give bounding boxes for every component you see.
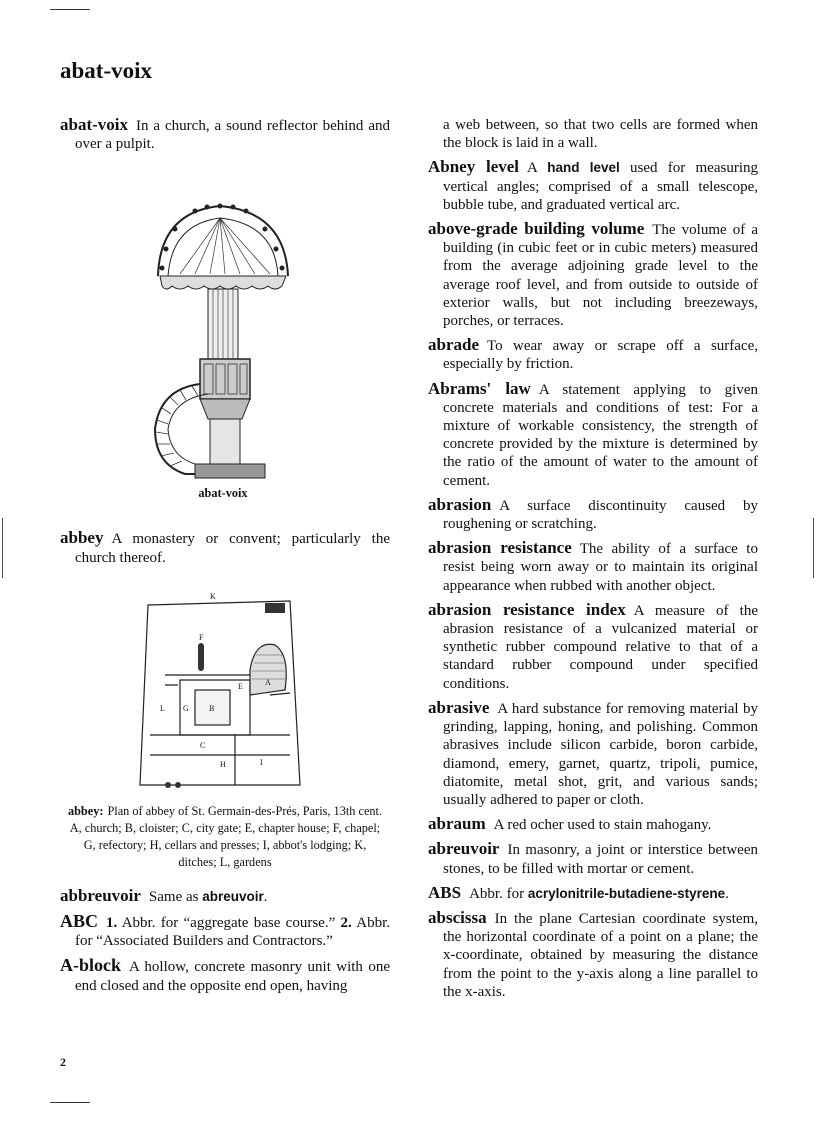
cross-reference[interactable]: acrylonitrile-butadiene-styrene <box>527 885 726 901</box>
entry-text: A measure of the abrasion resistance of a vulcanized material or synthetic rubber compound relative to that of a standard rubber compound under specified conditions. <box>443 602 758 692</box>
entry-abrasion-resistance <box>428 539 758 595</box>
entry-abbreuvoir <box>60 887 390 906</box>
entry-text: The ability of a surface to resist being worn away or to maintain its original appearance when rubbed with another object. <box>443 541 758 594</box>
entry-abreuvoir <box>428 840 758 877</box>
entry-punct: . <box>263 888 268 905</box>
entry-term: abscissa <box>428 907 487 927</box>
running-head: abat-voix <box>60 58 152 83</box>
entry-text: In masonry, a joint or interstice between stones, to be filled with mortar or cement. <box>443 842 758 877</box>
entry-term: abrasion resistance index <box>428 599 626 619</box>
crop-mark-top <box>50 9 90 10</box>
entry-term: Abrams' law <box>428 378 531 398</box>
entry-term: abbey <box>60 528 104 548</box>
left-column <box>60 116 390 1001</box>
entry-term: ABC <box>60 911 99 932</box>
sense-text: Abbr. for “aggregate base course.” <box>121 915 336 932</box>
entry-term: abreuvoir <box>428 839 500 859</box>
entry-abrams-law <box>428 380 758 490</box>
pulpit-illustration <box>60 164 390 484</box>
page-number: 2 <box>60 1055 66 1069</box>
caption-term: abbey: <box>67 803 104 818</box>
plan-label-e: E <box>238 681 243 691</box>
entry-text: A hard substance for removing material by grinding, lapping, honing, and polishing. Common abrasives include silicon carbide, boron carbide, diamond, emery, garnet, quartz, tripoli, pumice, diatomite, metal shot, grit, and various sands; usually adhered to paper or cloth. <box>443 700 758 808</box>
plan-label-l: L <box>160 703 165 713</box>
right-column <box>428 116 758 1007</box>
entry-text: A red ocher used to stain mahogany. <box>493 817 712 834</box>
figure-caption <box>60 485 390 502</box>
entry-term: abbreuvoir <box>60 885 141 905</box>
cross-reference[interactable]: hand level <box>547 160 620 176</box>
entry-continuation <box>428 116 758 152</box>
entry-abney-level <box>428 158 758 214</box>
figure-abbey-plan <box>60 573 390 869</box>
entry-text: The volume of a building (in cubic feet or in cubic meters) measured from the average adjoining grade level to the average roof level, and from outside to outside of exterior walls, but not including breezeways, porches, or terraces. <box>443 222 758 330</box>
figure-caption <box>65 803 385 871</box>
plan-label-h: H <box>220 759 226 769</box>
figure-pulpit <box>60 159 390 504</box>
entry-text: A statement applying to given concrete materials and conditions of test: For a mixture of workable consistency, the strength of concrete provided by the mixture is determined by the ratio of the amount of water to the amount of cement. <box>443 381 758 489</box>
entry-term: abrade <box>428 335 479 355</box>
entry-text: a web between, so that two cells are formed when the block is laid in a wall. <box>443 117 758 152</box>
entry-term: A-block <box>60 955 122 976</box>
plan-label-c: C <box>200 740 206 750</box>
entry-text: A monastery or convent; particularly the church thereof. <box>75 531 390 566</box>
entry-abc <box>60 912 390 950</box>
cross-reference[interactable]: abreuvoir <box>202 888 264 904</box>
plan-label-a: A <box>265 677 271 687</box>
entry-a-block <box>60 956 390 994</box>
entry-abbey <box>60 529 390 566</box>
entry-text: To wear away or scrape off a surface, especially by friction. <box>443 338 758 373</box>
entry-text: A surface discontinuity caused by roughening or scratching. <box>443 497 758 533</box>
sense-text: Abbr. for “Associated Builders and Contractors.” <box>75 915 390 950</box>
entry-abs <box>428 884 758 903</box>
entry-abrasive <box>428 699 758 809</box>
entry-term: abrasion resistance <box>428 538 572 558</box>
plan-label-f: F <box>199 632 204 642</box>
entry-text: In the plane Cartesian coordinate system, the horizontal coordinate of a point on a plane; the x-coordinate, obtained by measuring the distance from the point to the y-axis along a line parallel to the x-axis. <box>443 910 758 1000</box>
entry-punct: . <box>725 885 729 902</box>
entry-text: Abbr. for <box>469 885 525 902</box>
entry-term: abraum <box>428 814 486 834</box>
entry-text: In a church, a sound reflector behind and over a pulpit. <box>75 118 390 153</box>
plan-label-b: B <box>209 703 215 713</box>
entry-text: A hollow, concrete masonry unit with one end closed and the opposite end open, having <box>75 959 390 994</box>
plan-label-k: K <box>210 591 216 601</box>
abbey-plan-diagram <box>60 585 390 800</box>
entry-abrasion <box>428 496 758 533</box>
plan-label-g: G <box>183 703 189 713</box>
entry-above-grade-building-volume <box>428 220 758 330</box>
entry-text: Same as <box>148 888 199 905</box>
entry-abrade <box>428 336 758 373</box>
edge-mark-right <box>813 518 814 578</box>
entry-term: abrasion <box>428 494 492 514</box>
entry-text: A <box>527 160 538 177</box>
edge-mark-left <box>2 518 3 578</box>
caption-term: abat-voix <box>198 486 248 501</box>
entry-term: abrasive <box>428 697 490 717</box>
entry-term: Abney level <box>428 157 520 177</box>
entry-abscissa <box>428 909 758 1001</box>
entry-abraum <box>428 815 758 834</box>
sense-number: 2. <box>340 915 352 932</box>
entry-text: used for measuring vertical angles; comprised of a small telescope, bubble tube, and graduated vertical arc. <box>443 160 758 213</box>
entry-term: ABS <box>428 882 462 902</box>
plan-label-i: I <box>260 757 263 767</box>
crop-mark-bottom <box>50 1102 90 1103</box>
entry-abat-voix <box>60 116 390 153</box>
entry-term: above-grade building volume <box>428 219 645 239</box>
caption-text: Plan of abbey of St. Germain-des-Prés, Paris, 13th cent. A, church; B, cloister; C, city gate; E, chapter house; F, chapel; G, refectory; H, cellars and presses; I, abbot's lodging; K, ditches; L, gardens <box>69 803 383 869</box>
entry-abrasion-resistance-index <box>428 601 758 693</box>
sense-number: 1. <box>106 915 118 932</box>
entry-term: abat-voix <box>60 115 128 134</box>
